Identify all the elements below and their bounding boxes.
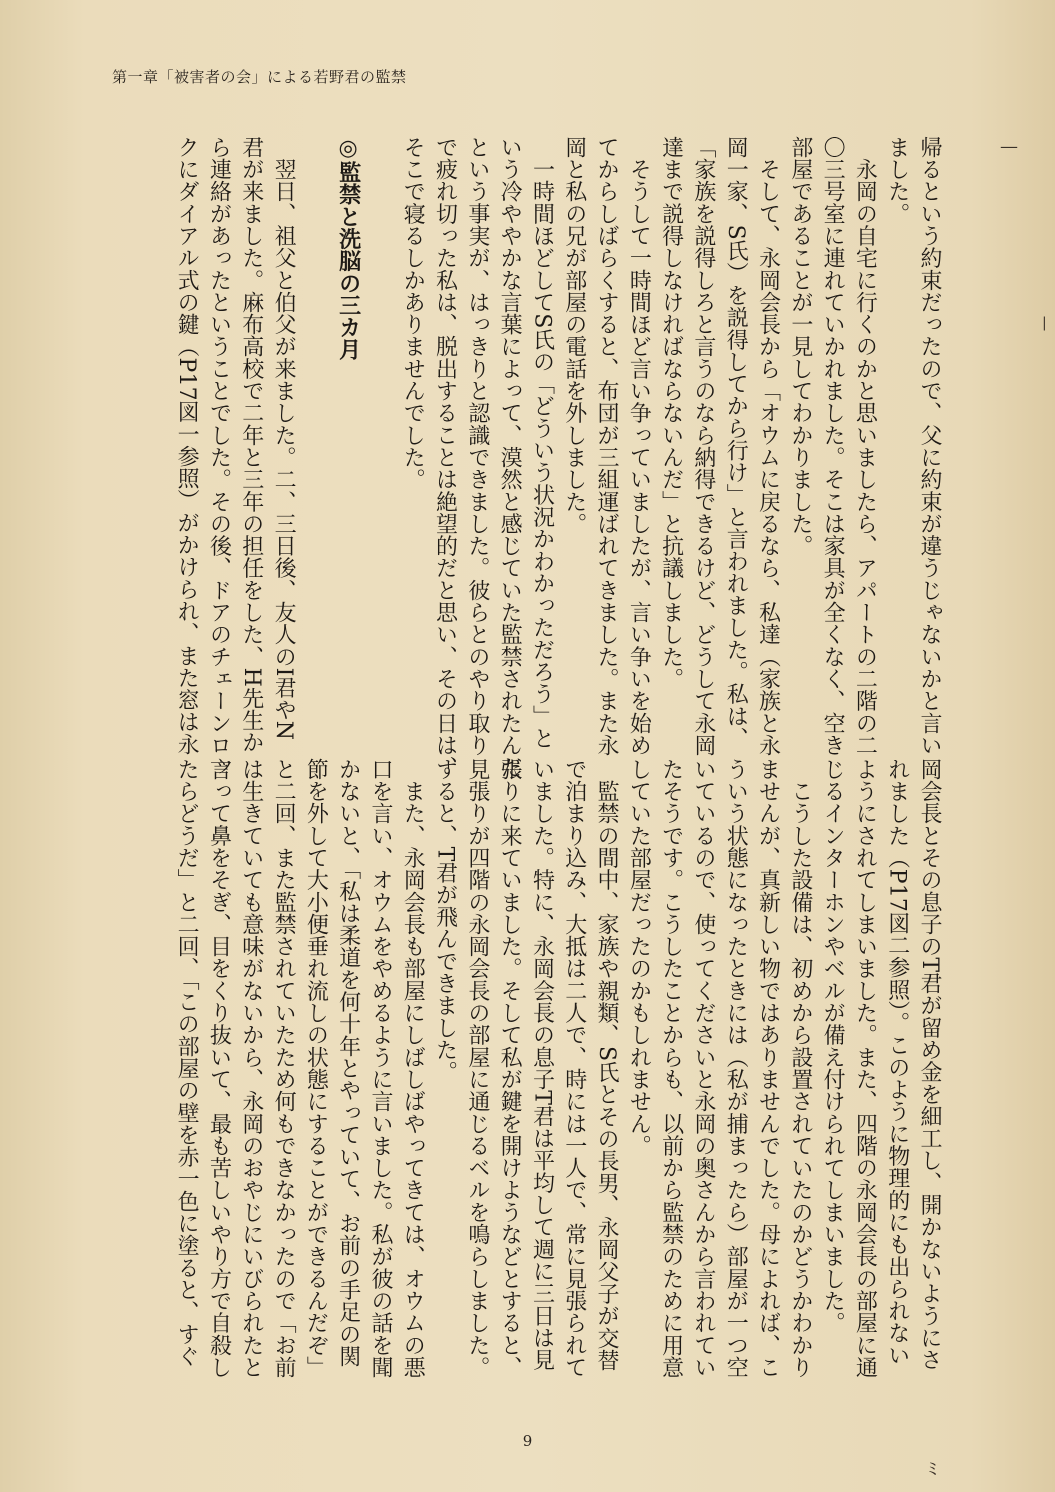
upper-text-column — [145, 136, 945, 779]
margin-mark-icon: | — [1042, 315, 1047, 331]
text-line: 言って鼻をそぎ、目をくり抜いて、最も苦しいやり方で自殺し — [206, 758, 232, 1379]
text-line: ませんが、真新しい物ではありませんでした。母によれば、こ — [755, 758, 781, 1379]
text-line — [364, 136, 396, 736]
text-line: 岡一家、S氏）を説得してから行け」と言われました。私は、 — [723, 136, 749, 750]
text-line: と二回、また監禁されていたため何もできなかったので「お前 — [271, 758, 297, 1379]
text-line: 口を言い、オウムをやめるように言いました。私が彼の話を聞 — [367, 758, 393, 1379]
page-number: 9 — [522, 1432, 533, 1450]
text-line: いました。特に、永岡会長の息子T君は平均して週に三日は見 — [529, 758, 555, 1371]
text-line: そうして一時間ほど言い争っていましたが、言い争いを始め — [626, 136, 652, 757]
text-line: 節を外して大小便垂れ流しの状態にすることができるんだぞ」 — [303, 758, 329, 1379]
text-line: いているので、使ってくださいと永岡の奥さんから言われてい — [690, 758, 716, 1379]
text-line: 君が来ました。麻布高校で二年と三年の担任をした、H先生か — [238, 136, 264, 754]
text-line: 部屋であることが一見してわかりました。 — [787, 136, 813, 557]
text-line: ました。 — [884, 136, 910, 225]
text-line: かないと、「私は柔道を何十年とやっていて、お前の手足の関 — [335, 758, 361, 1368]
text-line: 〇三号室に連れていかれました。そこは家具が全くなく、空き — [820, 136, 846, 757]
text-line: で泊まり込み、大抵は二人で、時には一人で、常に見張られて — [561, 758, 587, 1379]
text-line: 岡会長とその息子のT君が留め金を細工し、開かないようにさ — [917, 758, 942, 1371]
lower-text-column — [85, 758, 945, 1379]
text-line: 達まで説得しなければならないんだ」と抗議しました。 — [658, 136, 684, 690]
text-line: そして、永岡会長から「オウムに戻るなら、私達（家族と永 — [755, 136, 781, 757]
text-line: で疲れ切った私は、脱出することは絶望的だと思い、その日は、 — [432, 136, 458, 779]
text-line: ういう状態になったときには（私が捕まったら）部屋が一つ空 — [723, 758, 749, 1379]
text-line: は生きていても意味がないから、永岡のおやじにいびられたと — [238, 758, 264, 1379]
text-line: ようにされてしまいました。また、四階の永岡会長の部屋に通 — [852, 758, 878, 1379]
text-line: たそうです。こうしたことからも、以前から監禁のために用意 — [658, 758, 684, 1379]
text-line: いう冷ややかな言葉によって、漠然と感じていた監禁されたんだ — [497, 136, 523, 779]
text-line: 「家族を説得しろと言うのなら納得できるけど、どうして永岡 — [690, 136, 716, 757]
margin-mark-icon: — — [1000, 136, 1018, 157]
text-line: また、永岡会長も部屋にしばしばやってきては、オウムの悪 — [400, 758, 426, 1379]
text-line: じるインターホンやベルが備え付けられてしまいました。 — [820, 758, 846, 1334]
text-line: 岡と私の兄が部屋の電話を外しました。 — [561, 136, 587, 535]
text-line: 監禁の間中、家族や親類、S氏とその長男、永岡父子が交替 — [594, 758, 620, 1372]
text-line: たらどうだ」と二回、「この部屋の壁を赤一色に塗ると、すぐ — [174, 758, 200, 1368]
section-heading: ◎監禁と洗脳の三カ月 — [335, 136, 361, 361]
margin-mark-icon: ﾐ — [928, 1459, 937, 1480]
text-line: 帰るという約束だったので、父に約束が違うじゃないかと言い — [917, 136, 942, 757]
text-line: 一時間ほどしてS氏の「どういう状況かわかっただろう」と — [529, 136, 555, 750]
text-line: れました（P17図二参照）。このように物理的にも出られない — [884, 758, 910, 1367]
text-line: していた部屋だったのかもしれません。 — [626, 758, 652, 1157]
text-line: 見張りが四階の永岡会長の部屋に通じるベルを鳴らしました。 — [464, 758, 490, 1379]
text-line: てからしばらくすると、布団が三組運ばれてきました。また永 — [594, 136, 620, 757]
text-line: 翌日、祖父と伯父が来ました。二、三日後、友人のI君やN — [271, 136, 297, 741]
text-line: 張りに来ていました。そして私が鍵を開けようなどとすると、 — [497, 758, 523, 1379]
text-line: ら連絡があったということでした。その後、ドアのチェーンロッ — [206, 136, 232, 779]
text-line: そこで寝るしかありませんでした。 — [400, 136, 426, 491]
text-line: という事実が、はっきりと認識できました。彼らとのやり取り — [464, 136, 490, 757]
text-line: こうした設備は、初めから設置されていたのかどうかわかり — [787, 758, 813, 1379]
text-line: クにダイアル式の鍵（P17図一参照）がかけられ、また窓は永 — [174, 136, 200, 756]
running-head: 第一章「被害者の会」による若野君の監禁 — [112, 68, 407, 86]
text-line: すると、T君が飛んできました。 — [432, 758, 458, 1083]
text-line — [299, 136, 331, 736]
text-line: 永岡の自宅に行くのかと思いましたら、アパートの二階の二 — [852, 136, 878, 757]
